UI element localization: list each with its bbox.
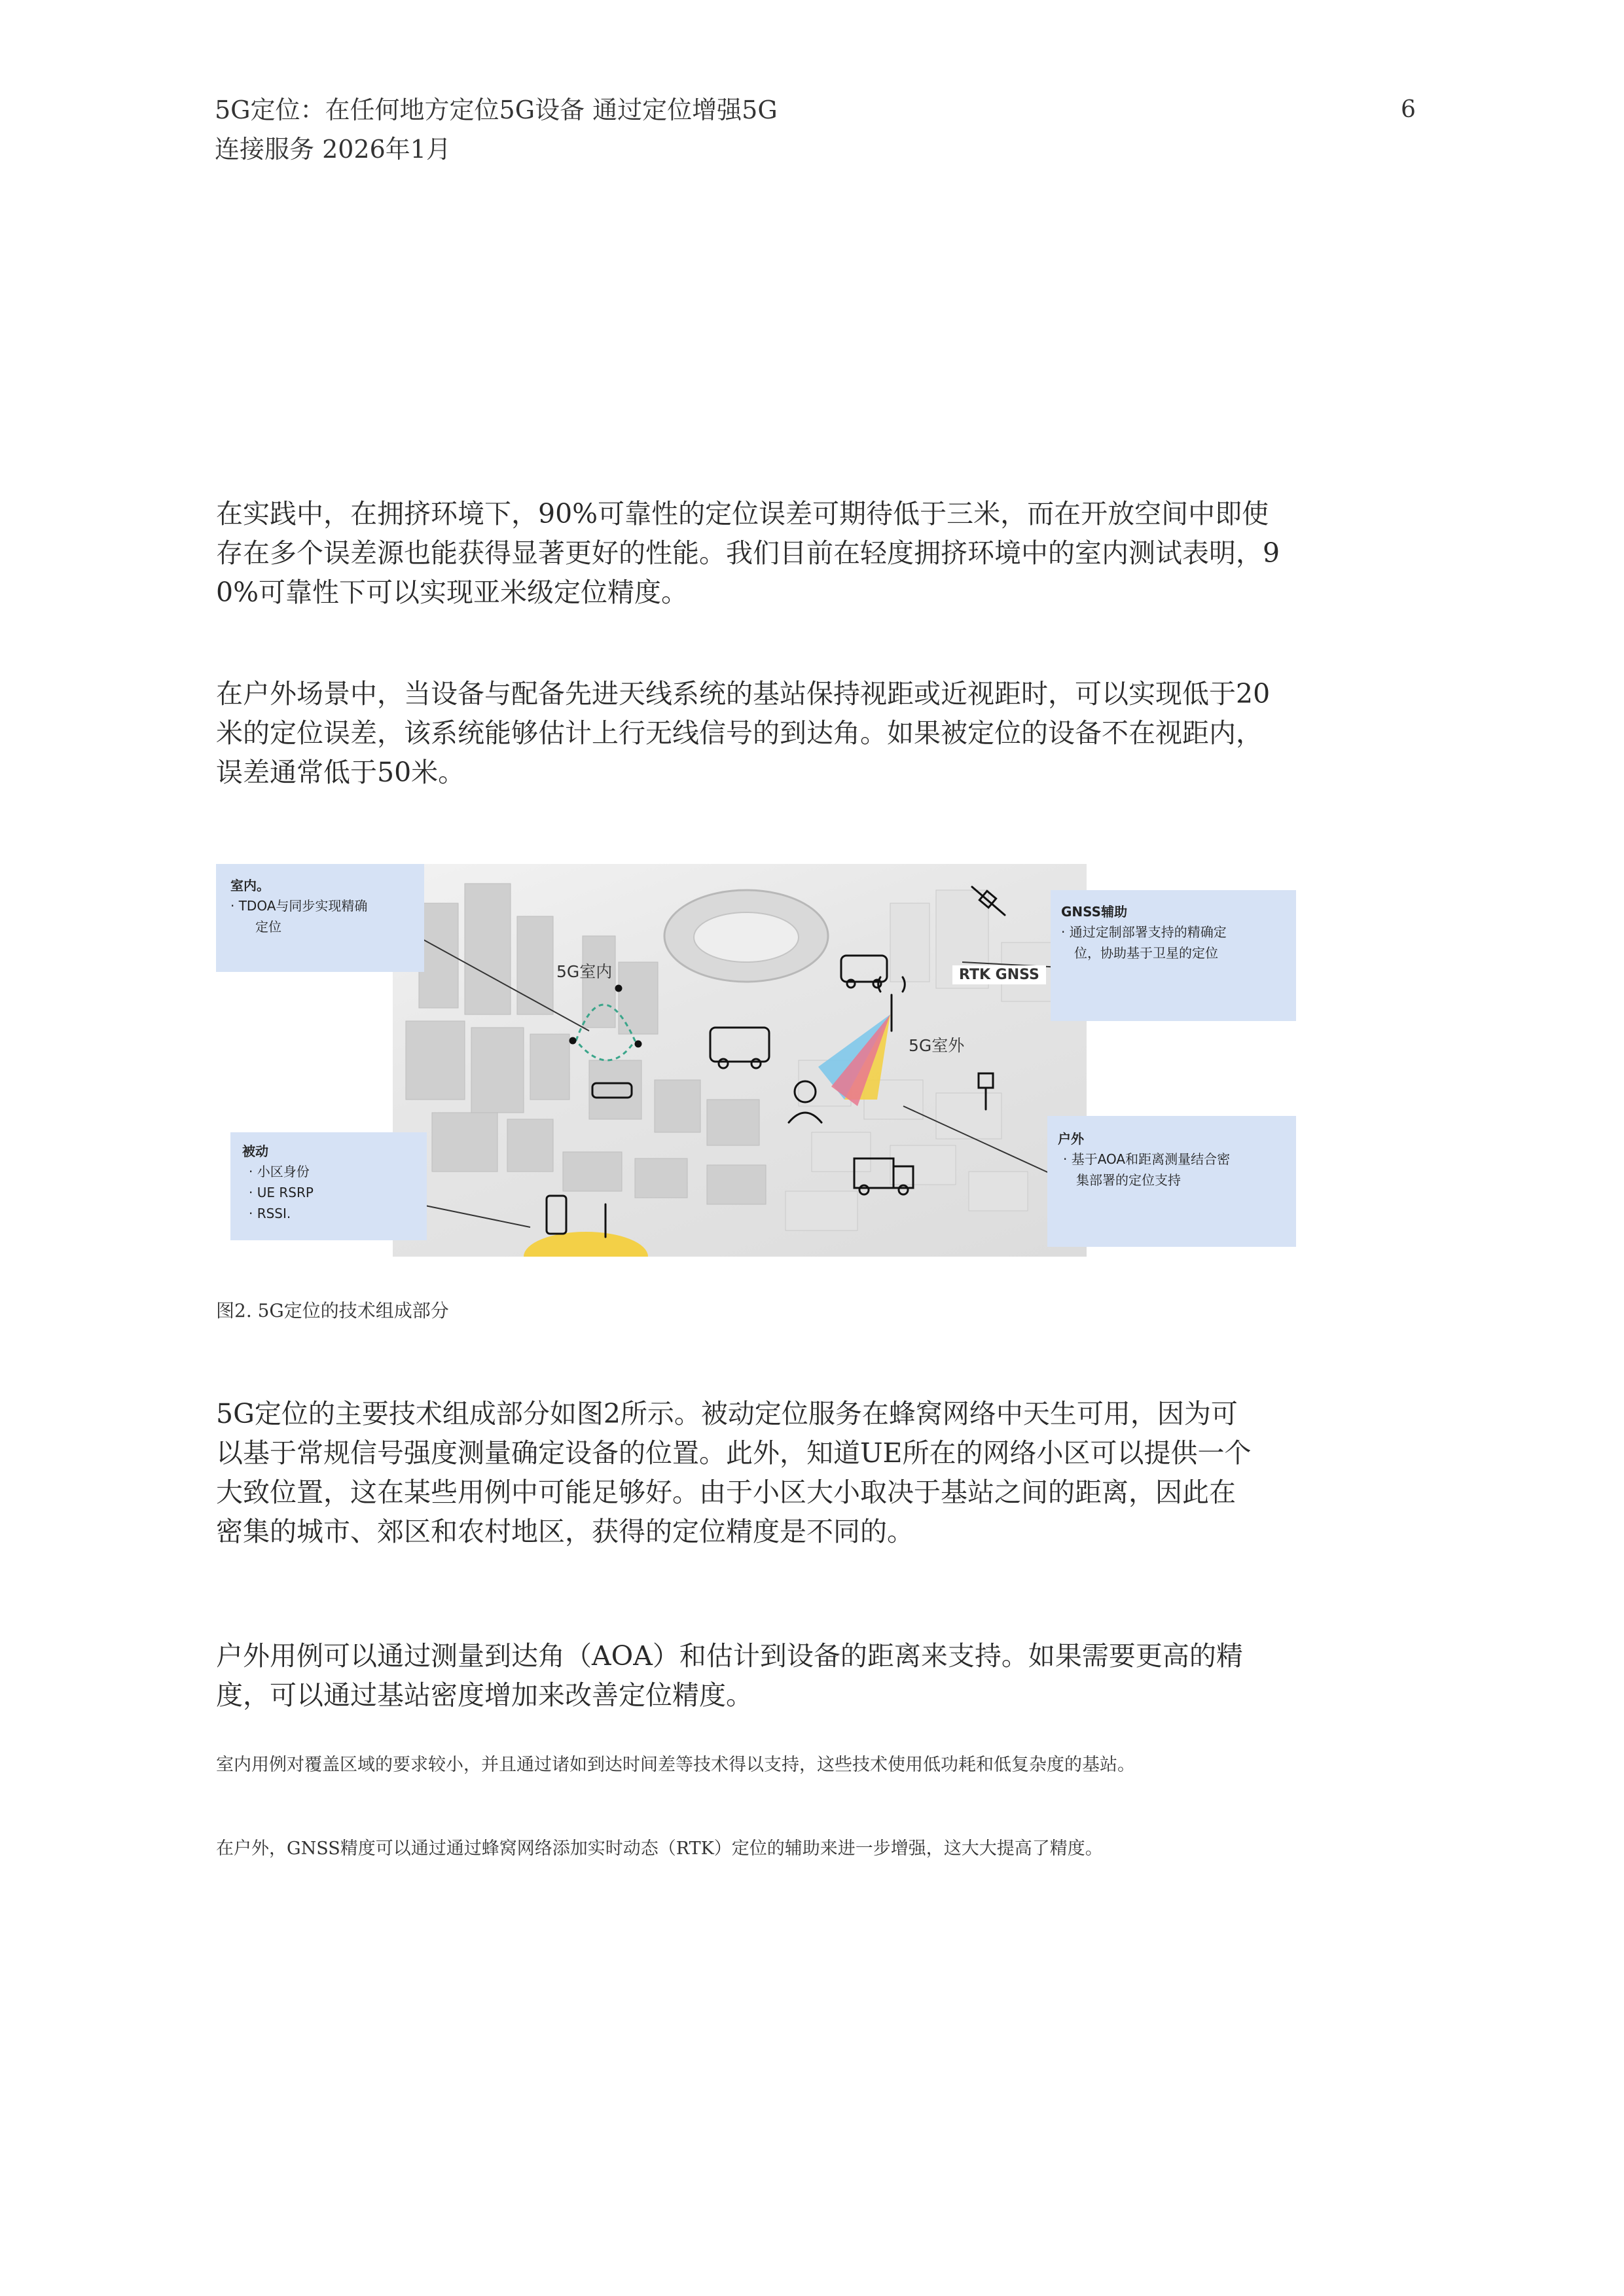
callout-outdoor-title: 户外 <box>1058 1131 1084 1147</box>
paragraph-2 <box>216 674 1316 792</box>
paragraph-line: 在户外场景中，当设备与配备先进天线系统的基站保持视距或近视距时，可以实现低于20 <box>216 678 1271 709</box>
callout-passive-line: · UE RSRP <box>249 1185 314 1200</box>
callout-indoor-line: · TDOA与同步实现精确 <box>230 898 368 914</box>
paragraph-line: 存在多个误差源也能获得显著更好的性能。我们目前在轻度拥挤环境中的室内测试表明，9 <box>216 537 1280 569</box>
small-paragraph-outdoor: 在户外，GNSS精度可以通过通过蜂窝网络添加实时动态（RTK）定位的辅助来进一步增强，这大大提高了精度。 <box>216 1839 1103 1859</box>
small-paragraph-indoor: 室内用例对覆盖区域的要求较小，并且通过诸如到达时间差等技术得以支持，这些技术使用低功耗和低复杂度的基站。 <box>216 1755 1135 1775</box>
paragraph-line: 大致位置，这在某些用例中可能足够好。由于小区大小取决于基站之间的距离，因此在 <box>216 1477 1236 1508</box>
callout-indoor-title: 室内。 <box>230 878 270 893</box>
paragraph-line: 度，可以通过基站密度增加来改善定位精度。 <box>216 1679 753 1711</box>
callout-gnss-line: 位，协助基于卫星的定位 <box>1074 945 1218 961</box>
paragraph-line: 0%可靠性下可以实现亚米级定位精度。 <box>216 577 689 608</box>
figure-caption: 图2. 5G定位的技术组成部分 <box>216 1300 449 1321</box>
callout-passive-line: · RSSI. <box>249 1206 291 1221</box>
label-5g-outdoor: 5G室外 <box>909 1036 965 1055</box>
callout-indoor-line: 定位 <box>255 919 281 935</box>
figure-5g-positioning <box>216 864 1296 1257</box>
callout-outdoor-line: · 基于AOA和距离测量结合密 <box>1063 1151 1231 1167</box>
callout-passive-title: 被动 <box>242 1143 268 1159</box>
header-line-1: 5G定位：在任何地方定位5G设备 通过定位增强5G <box>215 96 778 124</box>
paragraph-line: 米的定位误差，该系统能够估计上行无线信号的到达角。如果被定位的设备不在视距内， <box>216 717 1263 749</box>
running-header <box>215 90 778 169</box>
paragraph-line: 户外用例可以通过测量到达角（AOA）和估计到设备的距离来支持。如果需要更高的精 <box>216 1640 1243 1672</box>
paragraph-line: 以基于常规信号强度测量确定设备的位置。此外，知道UE所在的网络小区可以提供一个 <box>216 1437 1252 1469</box>
city-scene-svg <box>393 864 1087 1257</box>
callout-outdoor-line: 集部署的定位支持 <box>1076 1172 1181 1188</box>
callout-indoor <box>216 864 424 972</box>
callout-gnss-line: · 通过定制部署支持的精确定 <box>1061 924 1227 940</box>
callout-gnss-title: GNSS辅助 <box>1061 904 1128 920</box>
callout-gnss-assist <box>1051 890 1296 1021</box>
paragraph-line: 密集的城市、郊区和农村地区，获得的定位精度是不同的。 <box>216 1516 914 1547</box>
paragraph-line: 在实践中，在拥挤环境下，90%可靠性的定位误差可期待低于三米，而在开放空间中即使 <box>216 498 1269 529</box>
paragraph-3 <box>216 1394 1316 1551</box>
callout-passive-line: · 小区身份 <box>249 1164 310 1179</box>
city-illustration <box>393 864 1087 1257</box>
label-rtk-gnss: RTK GNSS <box>952 965 1046 984</box>
header-line-2: 连接服务 2026年1月 <box>215 135 451 164</box>
label-5g-indoor: 5G室内 <box>556 962 613 981</box>
callout-passive <box>230 1132 427 1240</box>
paragraph-4 <box>216 1636 1316 1715</box>
paragraph-1 <box>216 494 1316 612</box>
page-number: 6 <box>1401 96 1416 123</box>
paragraph-line: 5G定位的主要技术组成部分如图2所示。被动定位服务在蜂窝网络中天生可用，因为可 <box>216 1398 1238 1429</box>
paragraph-line: 误差通常低于50米。 <box>216 757 465 788</box>
callout-outdoor <box>1047 1116 1296 1247</box>
